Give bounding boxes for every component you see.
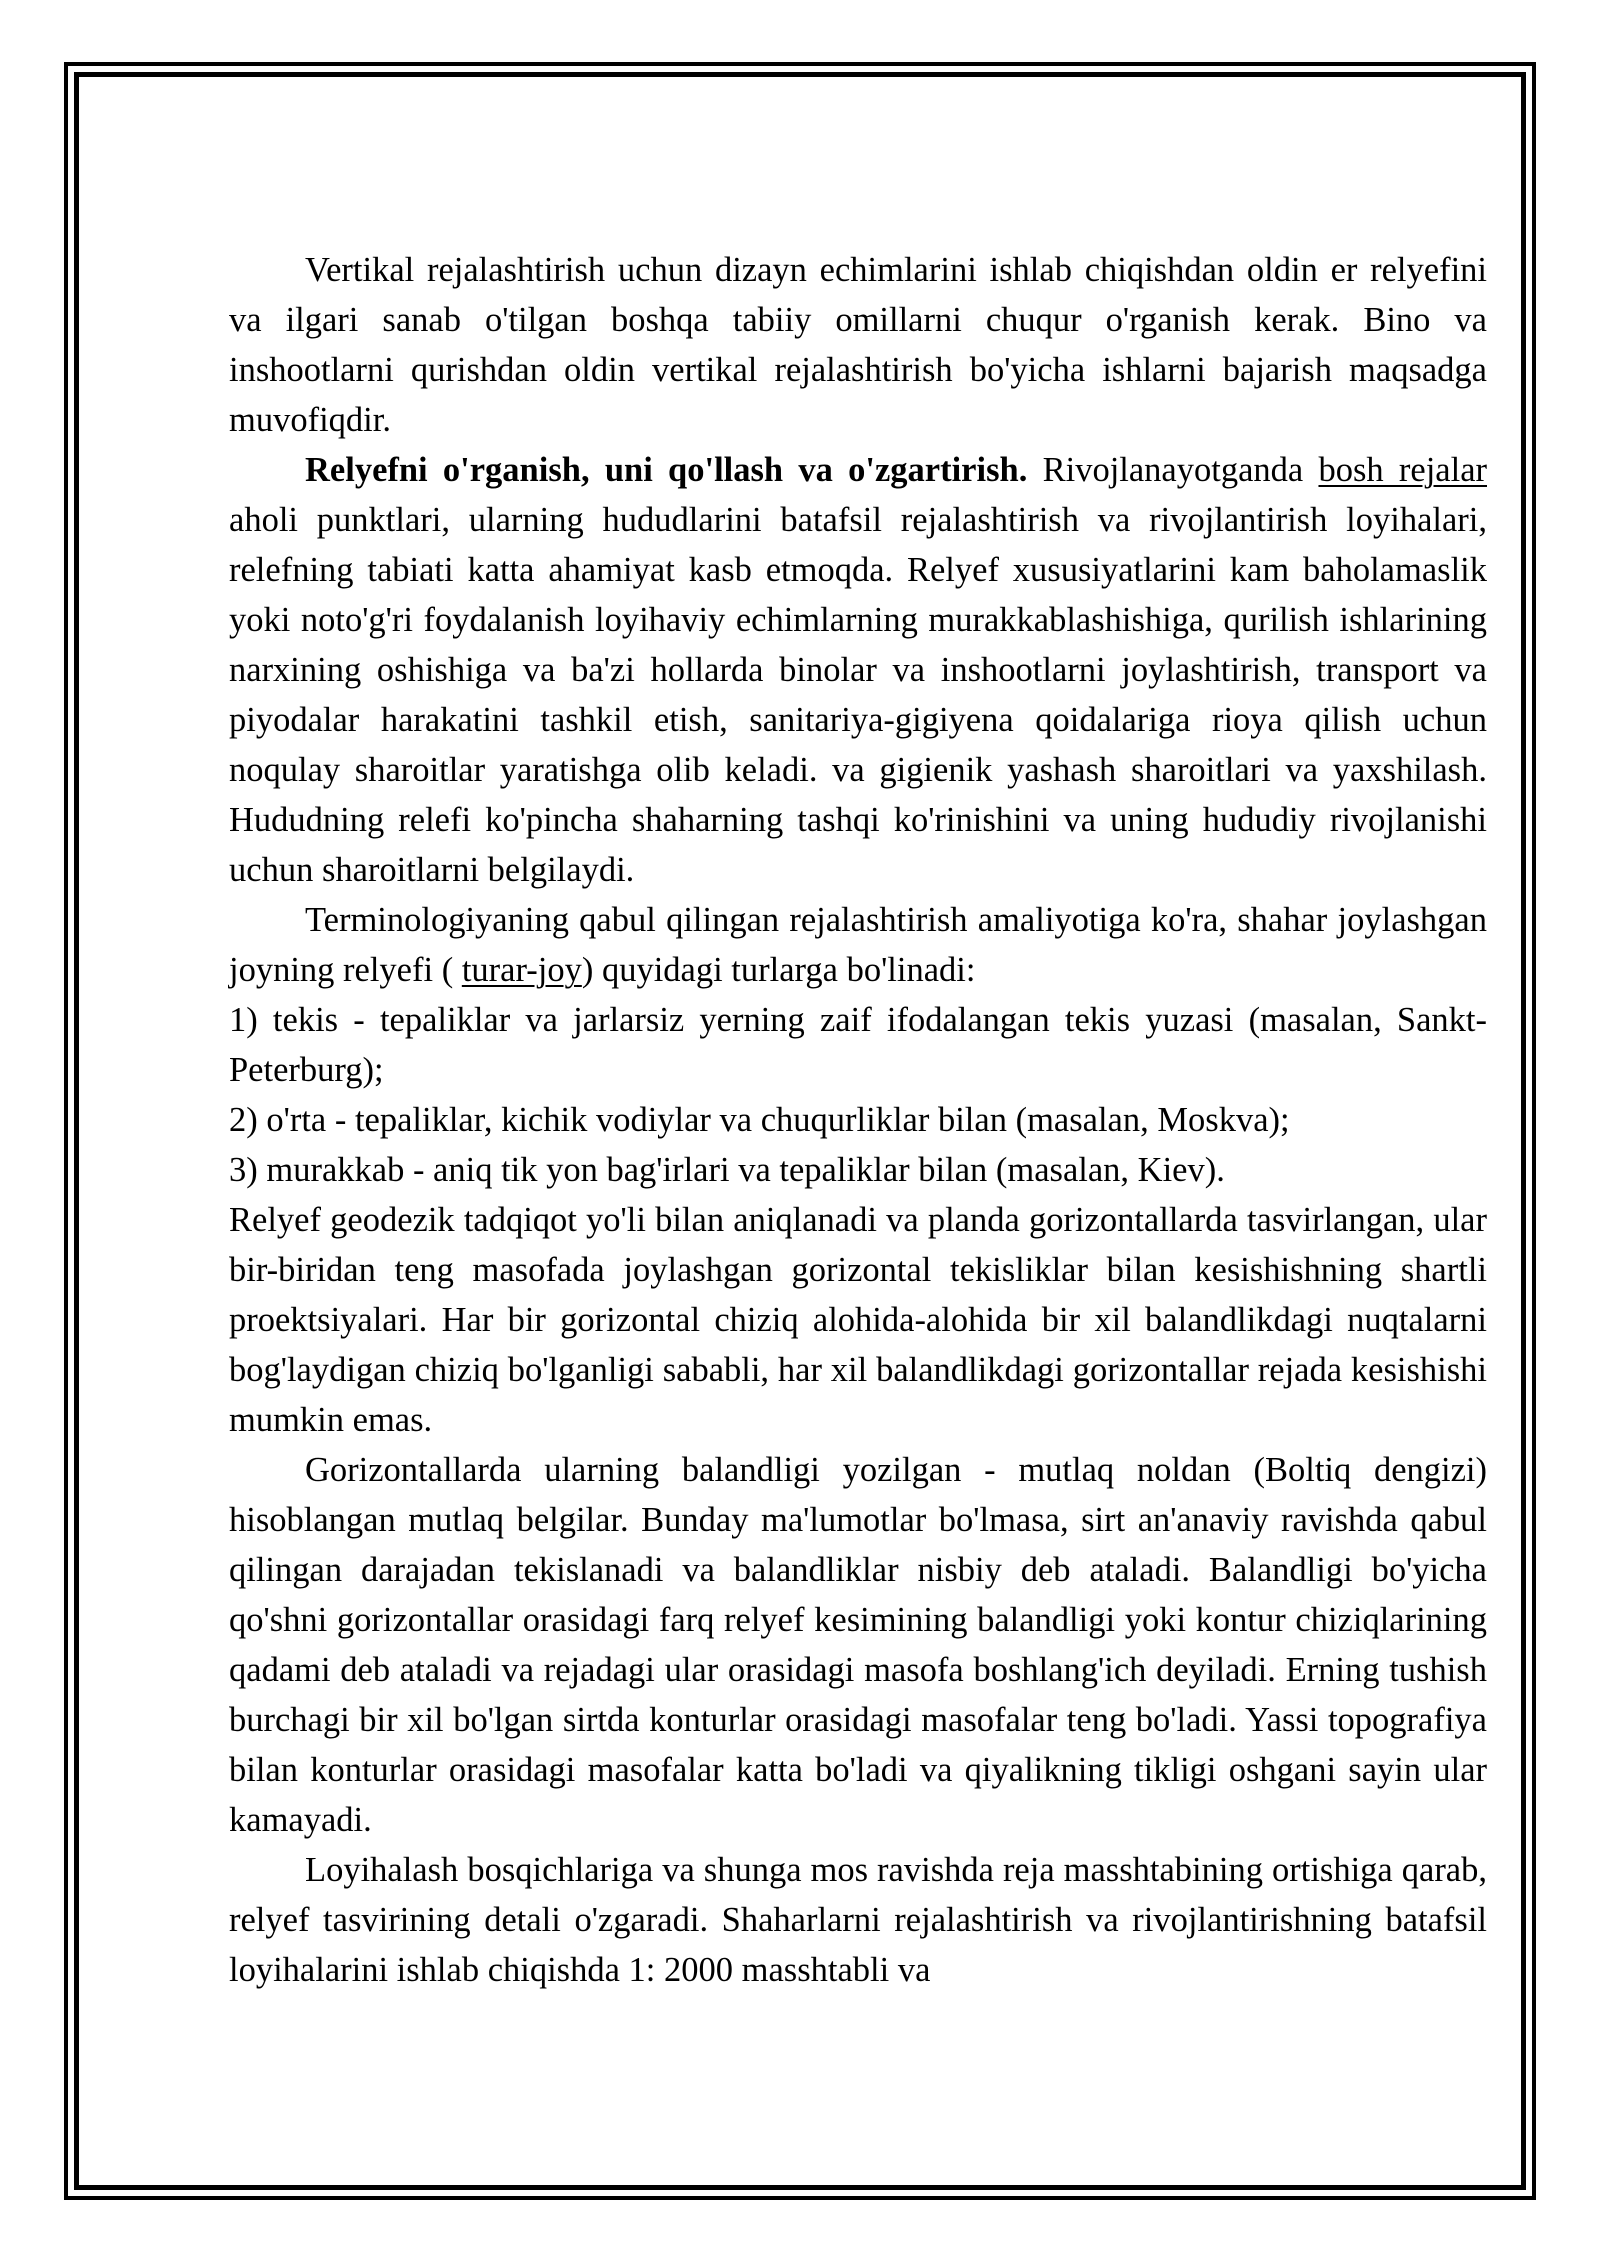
paragraph-terminology [229, 895, 1487, 995]
list-item: 3) murakkab - aniq tik yon bag'irlari va tepaliklar bilan (masalan, Kiev). [229, 1151, 1225, 1189]
paragraph-text: Rivojlanayotganda [1027, 451, 1319, 489]
paragraph-contours: Gorizontallarda ularning balandligi yozilgan - mutlaq noldan (Boltiq dengizi) hisoblangan mutlaq belgilar. Bunday ma'lumotlar bo'lmasa, sirt an'anaviy ravishda qabul qilingan darajadan tekislanadi va balandliklar nisbiy deb ataladi. Balandligi bo'yicha qo'shni gorizontallar orasidagi farq relyef kesimining balandligi yoki kontur chiziqlarining qadami deb ataladi va rejadagi ular orasidagi masofa boshlang'ich deyiladi. Erning tushish burchagi bir xil bo'lgan sirtda konturlar orasidagi masofalar teng bo'ladi. Yassi topografiya bilan konturlar orasidagi masofalar katta bo'ladi va qiyalikning tikligi oshgani sayin ular kamayadi. [229, 1451, 1487, 1839]
paragraph-geodetic: Relyef geodezik tadqiqot yo'li bilan aniqlanadi va planda gorizontallarda tasvirlangan, ular bir-biridan teng masofada joylashgan gorizontal tekisliklar bilan kesishishning shartli proektsiyalari. Har bir gorizontal chiziq alohida-alohida bir xil balandlikdagi nuqtalarni bog'laydigan chiziq bo'lganligi sababli, har xil balandlikdagi gorizontallar rejada kesishishi mumkin emas. [229, 1201, 1487, 1439]
paragraph-relief-study [229, 445, 1487, 895]
section-heading: Relyefni o'rganish, uni qo'llash va o'zgartirish. [305, 451, 1028, 489]
paragraph-text: aholi punktlari, ularning hududlarini batafsil rejalashtirish va rivojlantirish loyihalari, relefning tabiati katta ahamiyat kasb etmoqda. Relyef xususiyatlarini kam baholamaslik yoki noto'g'ri foydalanish loyihaviy echimlarning murakkablashishiga, qurilish ishlarining narxining oshishiga va ba'zi hollarda binolar va inshootlarni joylashtirish, transport va piyodalar harakatini tashkil etish, sanitariya-gigiyena qoidalariga rioya qilish uchun noqulay sharoitlar yaratishga olib keladi. va gigienik yashash sharoitlari va yaxshilash. Hududning relefi ko'pincha shaharning tashqi ko'rinishini va uning hududiy rivojlanishi uchun sharoitlarni belgilaydi. [229, 501, 1487, 889]
list-item: 1) tekis - tepaliklar va jarlarsiz yerning zaif ifodalangan tekis yuzasi (masalan, Sankt-Peterburg); [229, 1001, 1487, 1089]
paragraph-text: Terminologiyaning qabul qilingan rejalashtirish amaliyotiga ko'ra, shahar joylashgan joyning relyefi ( [229, 901, 1487, 989]
paragraph-design-stages: Loyihalash bosqichlariga va shunga mos ravishda reja masshtabining ortishiga qarab, relyef tasvirining detali o'zgaradi. Shaharlarni rejalashtirish va rivojlantirishning batafsil loyihalarini ishlab chiqishda 1: 2000 masshtabli va [229, 1851, 1487, 1989]
link-turar-joy[interactable]: turar-joy [461, 951, 582, 989]
paragraph-intro: Vertikal rejalashtirish uchun dizayn echimlarini ishlab chiqishdan oldin er relyefini va ilgari sanab o'tilgan boshqa tabiiy omillarni chuqur o'rganish kerak. Bino va inshootlarni qurishdan oldin vertikal rejalashtirish bo'yicha ishlarni bajarish maqsadga muvofiqdir. [229, 251, 1487, 439]
link-bosh-rejalar[interactable]: bosh rejalar [1318, 451, 1487, 489]
list-item: 2) o'rta - tepaliklar, kichik vodiylar va chuqurliklar bilan (masalan, Moskva); [229, 1101, 1290, 1139]
document-body [229, 245, 1487, 1995]
paragraph-text: ) quyidagi turlarga bo'linadi: [581, 951, 976, 989]
